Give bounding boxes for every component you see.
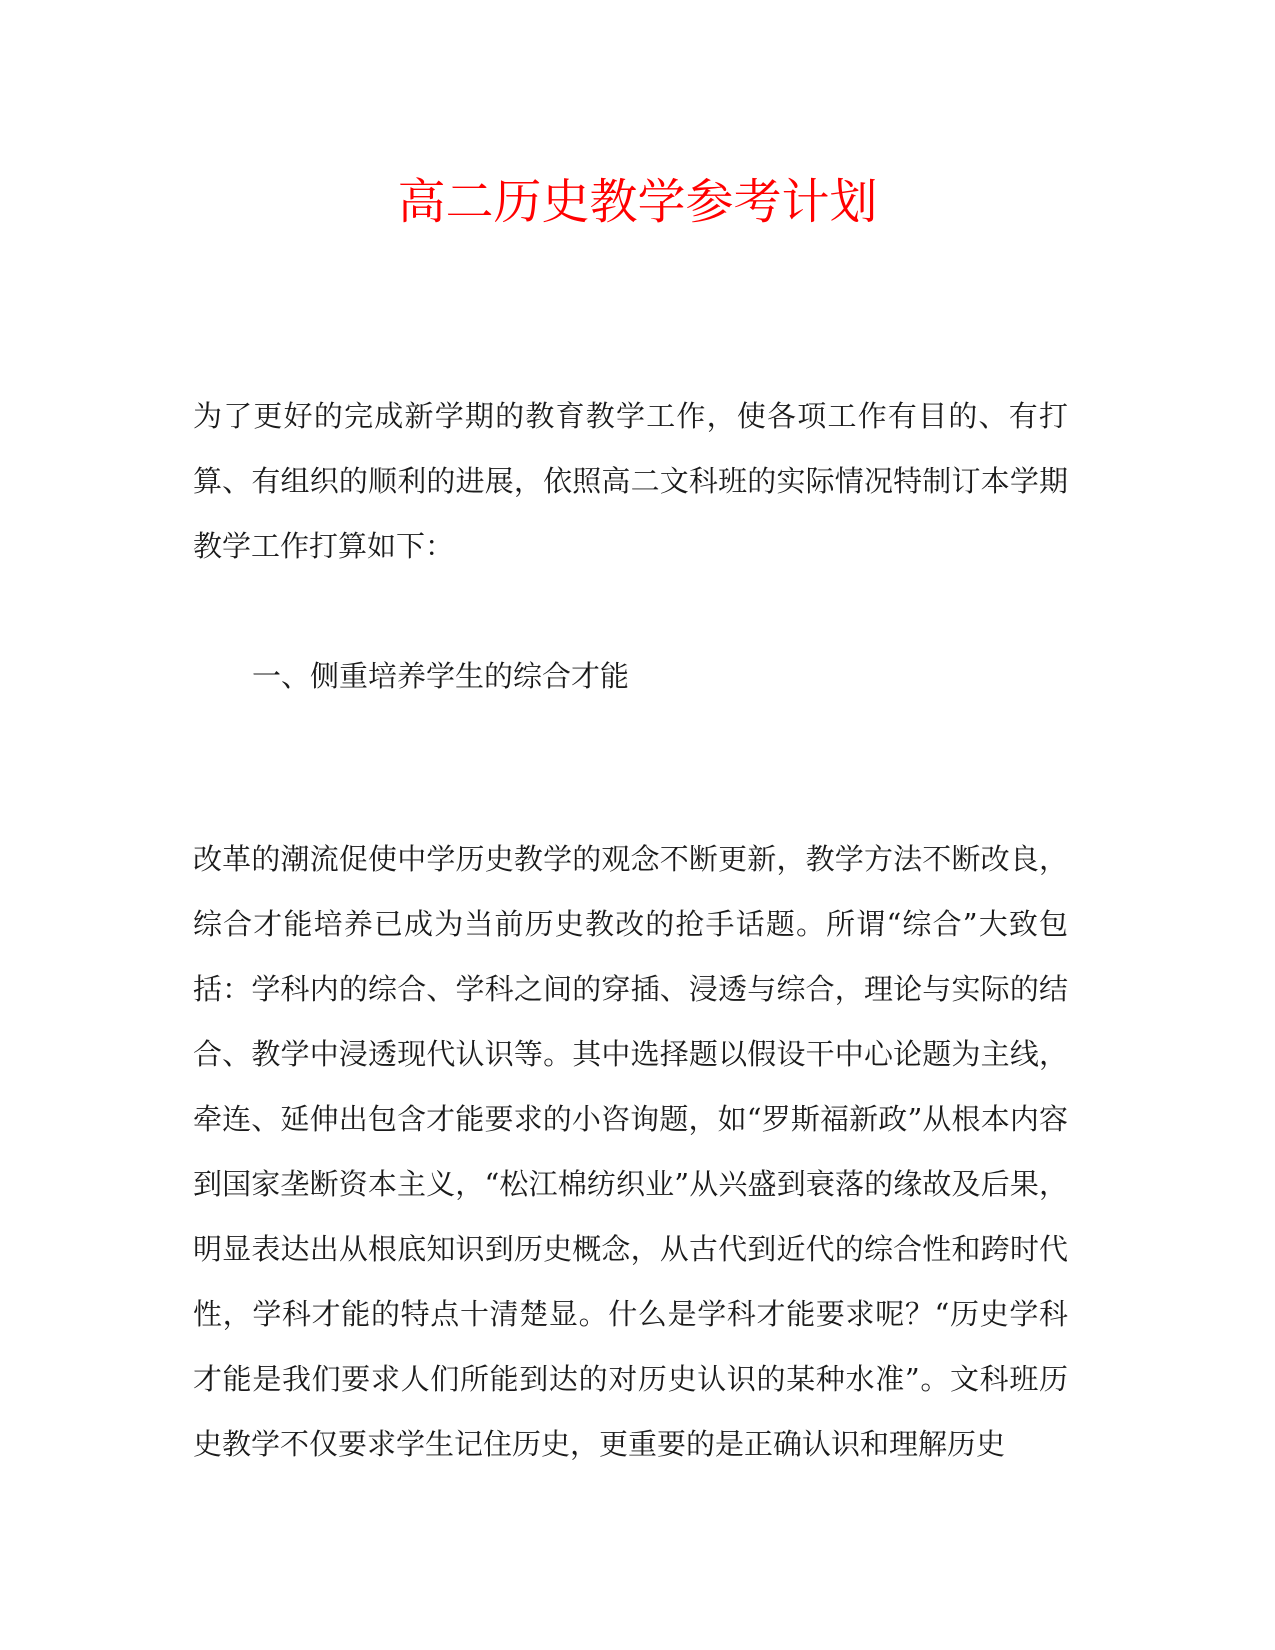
intro-paragraph: 为了更好的完成新学期的教育教学工作，使各项工作有目的、有打算、有组织的顺利的进展，依照高二文科班的实际情况特制订本学期教学工作打算如下： (193, 399, 1068, 563)
body-paragraph: 改革的潮流促使中学历史教学的观念不断更新，教学方法不断改良，综合才能培养已成为当前历史教改的抢手话题。所谓“综合”大致包括：学科内的综合、学科之间的穿插、浸透与综合，理论与实际的结合、教学中浸透现代认识等。其中选择题以假设干中心论题为主线，牵连、延伸出包含才能要求的小咨询题，如“罗斯福新政”从根本内容到国家垄断资本主义，“松江棉纺织业”从兴盛到衰落的缘故及后果，明显表达出从根底知识到历史概念，从古代到近代的综合性和跨时代性，学科才能的特点十清楚显。什么是学科才能要求呢？“历史学科才能是我们要求人们所能到达的对历史认识的某种水准”。文科班历史教学不仅要求学生记住历史，更重要的是正确认识和理解历史 (193, 842, 1068, 1461)
document-title: 高二历史教学参考计划 (397, 174, 878, 230)
section-heading: 一、侧重培养学生的综合才能 (252, 659, 630, 693)
